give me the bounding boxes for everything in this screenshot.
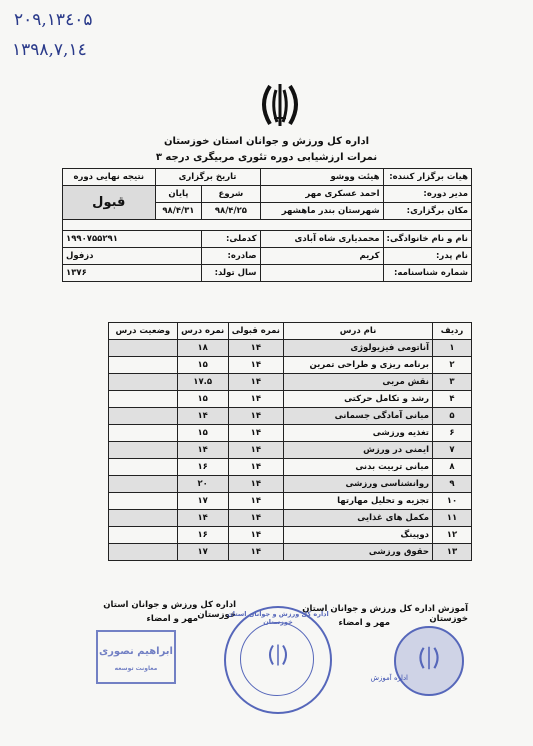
right-stamp <box>394 626 464 696</box>
right-stamp-emblem-icon <box>414 644 444 672</box>
course-status <box>109 340 178 357</box>
date-label: تاریخ برگزاری <box>155 169 260 186</box>
col-score-header: نمره درس <box>177 323 228 340</box>
pass-score: ۱۴ <box>228 510 283 527</box>
row-number: ۹ <box>433 476 472 493</box>
pass-score: ۱۴ <box>228 357 283 374</box>
row-number: ۸ <box>433 459 472 476</box>
grades-table <box>108 322 472 561</box>
course-status <box>109 408 178 425</box>
course-status <box>109 442 178 459</box>
pass-score: ۱۴ <box>228 391 283 408</box>
row-number: ۱ <box>433 340 472 357</box>
father-label: نام پدر: <box>383 248 471 265</box>
start-date: ۹۸/۴/۲۵ <box>202 203 260 220</box>
grade-row <box>109 357 472 374</box>
course-name: روانشناسی ورزشی <box>284 476 433 493</box>
national-id-value: ۱۹۹۰۷۵۵۲۹۱ <box>63 231 202 248</box>
course-status <box>109 391 178 408</box>
director-value: احمد عسکری مهر <box>260 186 383 203</box>
director-label: مدیر دوره: <box>383 186 471 203</box>
course-name: برنامه ریزی و طراحی تمرین <box>284 357 433 374</box>
course-title: نمرات ارزشیابی دوره تئوری مربیگری درجه ۳ <box>155 152 378 163</box>
course-name: تغذیه ورزشی <box>284 425 433 442</box>
row-number: ۱۰ <box>433 493 472 510</box>
course-score: ۱۸ <box>177 340 228 357</box>
pass-score: ۱۴ <box>228 408 283 425</box>
pass-score: ۱۴ <box>228 527 283 544</box>
organizer-label: هیات برگزار کننده: <box>383 169 471 186</box>
grade-row <box>109 425 472 442</box>
father-value: کریم <box>260 248 383 265</box>
pass-score: ۱۴ <box>228 459 283 476</box>
grade-row <box>109 544 472 561</box>
birth-label: سال تولد: <box>202 265 260 282</box>
grade-row <box>109 510 472 527</box>
left-signature-sub: مهر و امضاء <box>146 614 198 624</box>
birth-value: ۱۳۷۶ <box>63 265 202 282</box>
course-name: دوپینگ <box>284 527 433 544</box>
course-status <box>109 510 178 527</box>
course-status <box>109 493 178 510</box>
course-name: تجزیه و تحلیل مهارتها <box>284 493 433 510</box>
course-score: ۲۰ <box>177 476 228 493</box>
row-number: ۴ <box>433 391 472 408</box>
grade-row <box>109 374 472 391</box>
course-score: ۱۷ <box>177 493 228 510</box>
course-score: ۱۶ <box>177 459 228 476</box>
course-status <box>109 544 178 561</box>
course-name: حقوق ورزشی <box>284 544 433 561</box>
stamp-emblem-icon <box>264 642 292 668</box>
pass-score: ۱۴ <box>228 340 283 357</box>
grade-row <box>109 527 472 544</box>
row-number: ۱۲ <box>433 527 472 544</box>
pass-score: ۱۴ <box>228 476 283 493</box>
row-number: ۵ <box>433 408 472 425</box>
course-name: آناتومی فیزیولوژی <box>284 340 433 357</box>
course-score: ۱۵ <box>177 357 228 374</box>
grade-row <box>109 340 472 357</box>
right-signature-title: آموزش اداره کل ورزش و جوانان استان خوزستان <box>302 604 468 624</box>
course-name: نقش مربی <box>284 374 433 391</box>
rect-stamp-text: ابراهیم نصوری <box>99 646 173 657</box>
course-score: ۱۴ <box>177 408 228 425</box>
rect-stamp-sub: معاونت توسعه <box>114 665 158 672</box>
course-status <box>109 425 178 442</box>
issued-value: دزفول <box>63 248 202 265</box>
course-name: رشد و تکامل حرکتی <box>284 391 433 408</box>
rectangular-stamp <box>96 630 176 684</box>
pass-score: ۱۴ <box>228 544 283 561</box>
end-label: پایان <box>155 186 202 203</box>
col-row-header: ردیف <box>433 323 472 340</box>
row-number: ۷ <box>433 442 472 459</box>
course-score: ۱۵ <box>177 391 228 408</box>
pass-score: ۱۴ <box>228 425 283 442</box>
col-pass-header: نمره قبولی <box>228 323 283 340</box>
issued-label: صادره: <box>202 248 260 265</box>
grade-row <box>109 459 472 476</box>
handwritten-date: ۱۳۹۸,۷,۱٤ <box>12 40 87 60</box>
org-title: اداره کل ورزش و جوانان استان خوزستان <box>163 136 370 147</box>
course-status <box>109 357 178 374</box>
course-name: مبانی آمادگی جسمانی <box>284 408 433 425</box>
course-name: مبانی تربیت بدنی <box>284 459 433 476</box>
right-signature-sub: مهر و امضاء <box>338 618 390 628</box>
venue-value: شهرستان بندر ماهشهر <box>260 203 383 220</box>
row-number: ۱۳ <box>433 544 472 561</box>
idno-value <box>260 265 383 282</box>
final-result: قبول <box>63 186 156 220</box>
name-value: محمدیاری شاه آبادی <box>260 231 383 248</box>
course-status <box>109 459 178 476</box>
course-name: ایمنی در ورزش <box>284 442 433 459</box>
start-label: شروع <box>202 186 260 203</box>
course-name: مکمل های غذایی <box>284 510 433 527</box>
round-stamp <box>224 606 332 714</box>
course-score: ۱۵ <box>177 425 228 442</box>
right-stamp-text: اداره آموزش <box>370 674 408 682</box>
course-score: ۱۶ <box>177 527 228 544</box>
course-status <box>109 476 178 493</box>
row-number: ۲ <box>433 357 472 374</box>
organizer-value: هیئت ووشو <box>260 169 383 186</box>
pass-score: ۱۴ <box>228 374 283 391</box>
left-signature-title: اداره کل ورزش و جوانان استان خوزستان <box>103 600 236 620</box>
result-label: نتیجه نهایی دوره <box>63 169 156 186</box>
venue-label: مکان برگزاری: <box>383 203 471 220</box>
pass-score: ۱۴ <box>228 493 283 510</box>
col-status-header: وضعیت درس <box>109 323 178 340</box>
handwritten-number: ۲۰۹,۱۳٤۰۵ <box>14 10 93 30</box>
course-status <box>109 527 178 544</box>
iran-emblem-icon <box>252 82 308 128</box>
idno-label: شماره شناسنامه: <box>383 265 471 282</box>
row-number: ۶ <box>433 425 472 442</box>
course-status <box>109 374 178 391</box>
course-score: ۱۴ <box>177 442 228 459</box>
course-score: ۱۴ <box>177 510 228 527</box>
grade-row <box>109 476 472 493</box>
grade-row <box>109 442 472 459</box>
row-number: ۱۱ <box>433 510 472 527</box>
course-score: ۱۷.۵ <box>177 374 228 391</box>
col-name-header: نام درس <box>284 323 433 340</box>
national-id-label: کدملی: <box>202 231 260 248</box>
end-date: ۹۸/۴/۳۱ <box>155 203 202 220</box>
name-label: نام و نام خانوادگی: <box>383 231 471 248</box>
row-number: ۳ <box>433 374 472 391</box>
spacer-row <box>63 220 472 231</box>
grade-row <box>109 408 472 425</box>
grade-row <box>109 391 472 408</box>
course-score: ۱۷ <box>177 544 228 561</box>
grade-row <box>109 493 472 510</box>
round-stamp-text: اداره کل ورزش و جوانان استان خوزستان <box>227 610 329 626</box>
info-table <box>62 168 472 282</box>
pass-score: ۱۴ <box>228 442 283 459</box>
